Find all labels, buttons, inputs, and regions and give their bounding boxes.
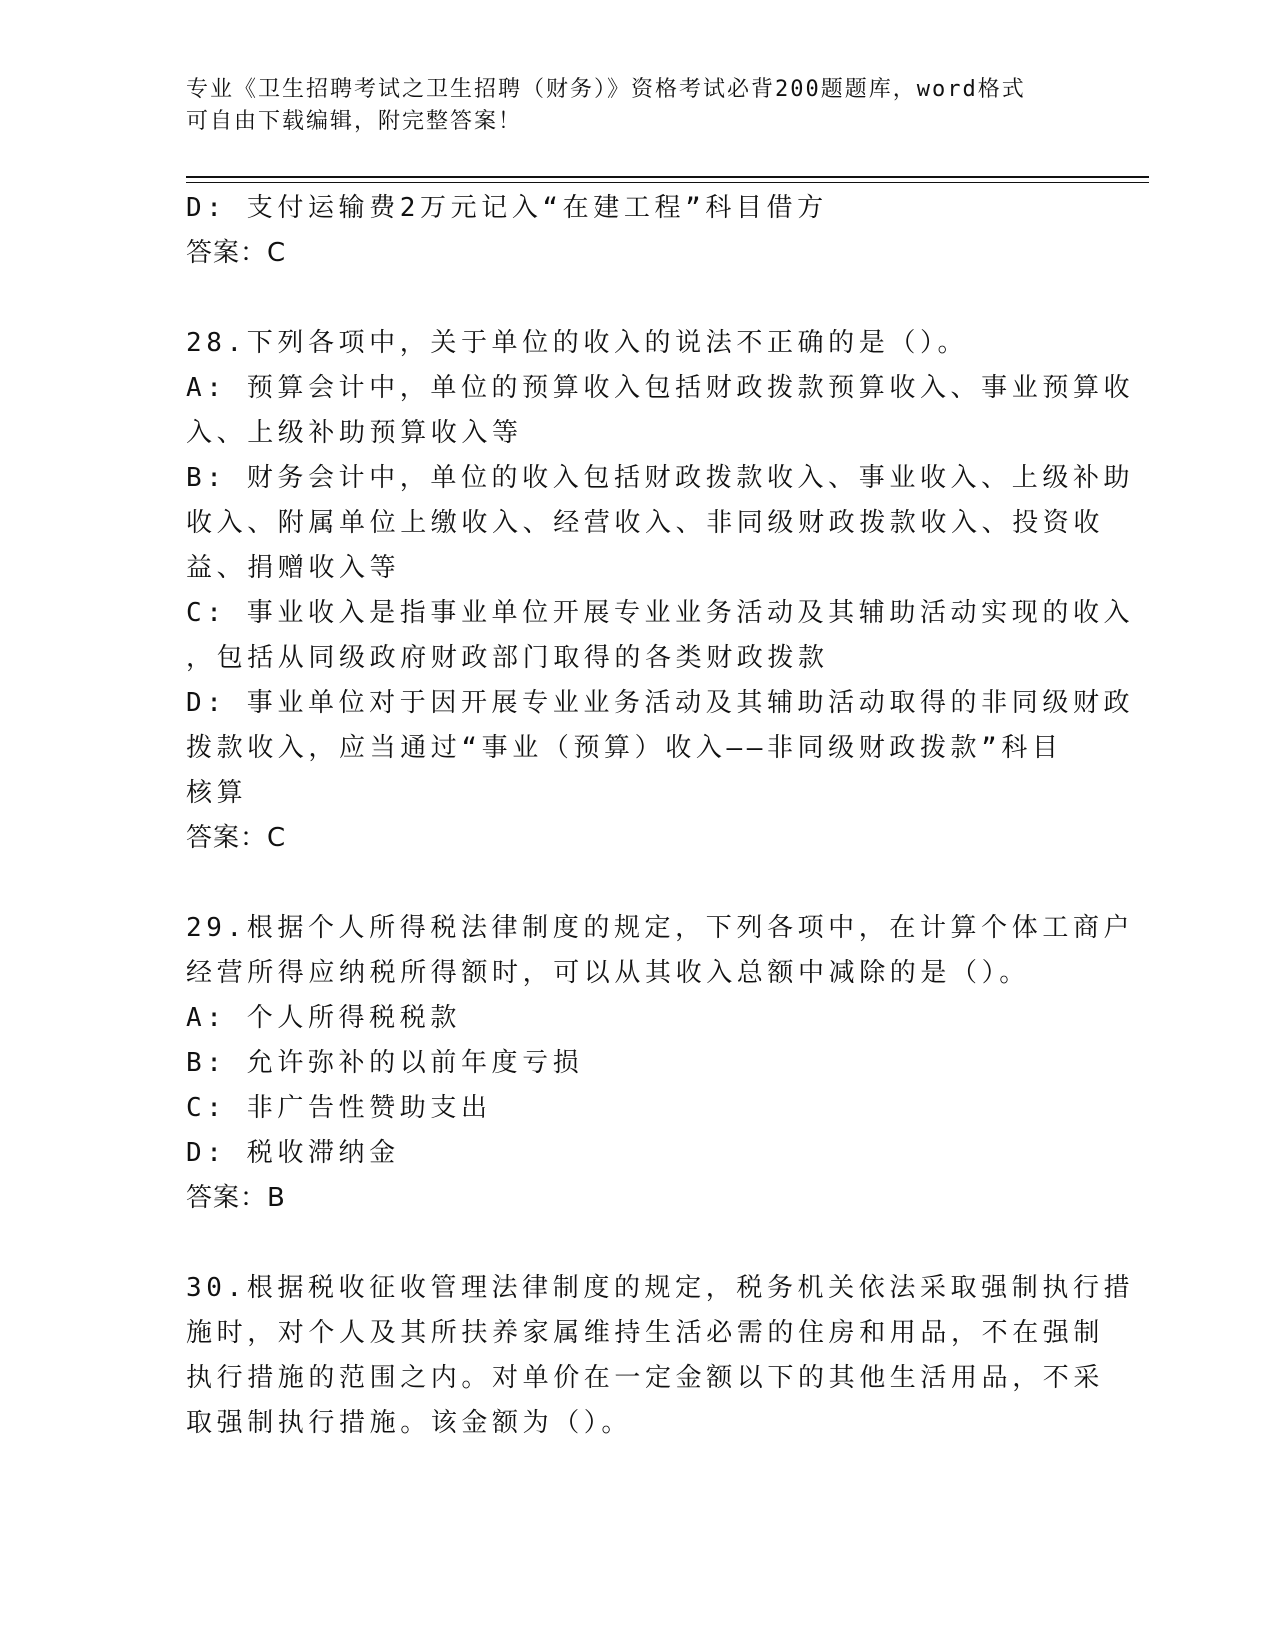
- question-stem: 30.根据税收征收管理法律制度的规定，税务机关依法采取强制执行措: [186, 1273, 1135, 1303]
- header-rule-thin: [186, 182, 1149, 183]
- header-line-1: 专业《卫生招聘考试之卫生招聘（财务）》资格考试必背200题题库，word格式: [186, 77, 1026, 102]
- option-b: B: 允许弥补的以前年度亏损: [186, 1048, 584, 1078]
- option-b: B: 财务会计中，单位的收入包括财政拨款收入、事业收入、上级补助: [186, 463, 1135, 493]
- option-d: D: 税收滞纳金: [186, 1138, 400, 1168]
- option-c: C: 事业收入是指事业单位开展专业业务活动及其辅助活动实现的收入: [186, 598, 1135, 628]
- option-b-continued: 收入、附属单位上缴收入、经营收入、非同级财政拨款收入、投资收: [186, 508, 1105, 538]
- header-line-2: 可自由下载编辑，附完整答案！: [186, 109, 523, 134]
- spacer: [186, 1221, 1086, 1266]
- document-body: [186, 186, 1135, 1446]
- answer: 答案：B: [186, 1183, 286, 1213]
- option-d-continued: 拨款收入，应当通过“事业（预算）收入——非同级财政拨款”科目: [186, 733, 1063, 763]
- question-stem-continued: 经营所得应纳税所得额时，可以从其收入总额中减除的是（）。: [186, 958, 1030, 988]
- option-c-continued: ，包括从同级政府财政部门取得的各类财政拨款: [186, 643, 829, 673]
- question-stem-continued: 执行措施的范围之内。对单价在一定金额以下的其他生活用品，不采: [186, 1363, 1105, 1393]
- page-header: [186, 74, 1086, 138]
- option-c: C: 非广告性赞助支出: [186, 1093, 492, 1123]
- spacer: [186, 276, 1086, 321]
- option-d: D: 事业单位对于因开展专业业务活动及其辅助活动取得的非同级财政: [186, 688, 1135, 718]
- option-a: A: 预算会计中，单位的预算收入包括财政拨款预算收入、事业预算收: [186, 373, 1135, 403]
- option-b-continued: 益、捐赠收入等: [186, 553, 401, 583]
- question-stem: 28.下列各项中，关于单位的收入的说法不正确的是（）。: [186, 328, 969, 358]
- option-a-continued: 入、上级补助预算收入等: [186, 418, 523, 448]
- spacer: [186, 861, 1086, 906]
- answer: 答案：C: [186, 823, 287, 853]
- option-d-continued: 核算: [186, 778, 248, 808]
- option-d: D: 支付运输费2万元记入“在建工程”科目借方: [186, 193, 828, 223]
- question-stem-continued: 取强制执行措施。该金额为（）。: [186, 1408, 633, 1438]
- question-stem: 29.根据个人所得税法律制度的规定，下列各项中，在计算个体工商户: [186, 913, 1135, 943]
- question-stem-continued: 施时，对个人及其所扶养家属维持生活必需的住房和用品，不在强制: [186, 1318, 1105, 1348]
- question-28: [186, 321, 1135, 861]
- answer: 答案：C: [186, 238, 287, 268]
- question-27-tail: [186, 186, 1086, 276]
- question-29: [186, 906, 1135, 1221]
- header-rule-thick: [186, 176, 1149, 178]
- option-a: A: 个人所得税税款: [186, 1003, 461, 1033]
- question-30: [186, 1266, 1135, 1446]
